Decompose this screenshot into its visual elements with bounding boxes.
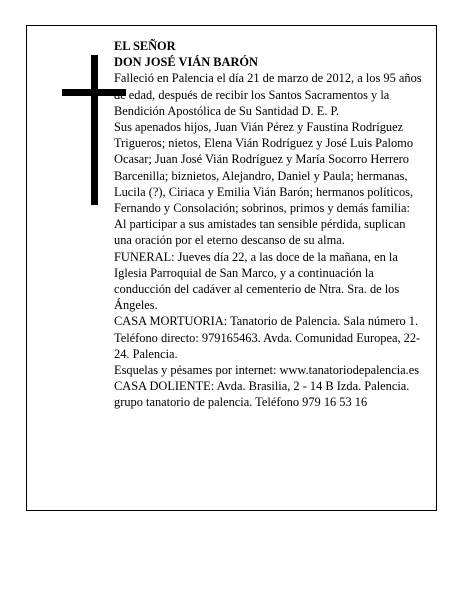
family-list: Sus apenados hijos, Juan Vián Pérez y Faustina Rodríguez Trigueros; nietos, Elena Vián Rodríguez y José Luis Palomo Ocasar; Juan José Vián Rodríguez y María Socorro Herrero Barcenilla; biznietos, Alejandro, Daniel y Paula; hermanas, Lucila (?), Ciriaca y Emilia Vián Barón; hermanos políticos, Fernando y Consolación; sobrinos, primos y demás familia: bbox=[114, 120, 414, 216]
title-line-1: EL SEÑOR bbox=[114, 39, 176, 53]
funeral-home-contact: grupo tanatorio de palencia. Teléfono 979 16 53 16 bbox=[114, 395, 368, 410]
prayer-request: Al participar a sus amistades tan sensible pérdida, suplican una oración por el eterno descanso de su alma. bbox=[114, 217, 406, 248]
online-condolences: Esquelas y pésames por internet: www.tanatoriodepalencia.es bbox=[114, 363, 420, 378]
mortuary-details: CASA MORTUORIA: Tanatorio de Palencia. Sala número 1. Teléfono directo: 979165463. Avda. Comunidad Europea, 22-24. Palencia. bbox=[114, 314, 421, 361]
grieving-home: CASA DOLIENTE: Avda. Brasilia, 2 - 14 B Izda. Palencia. bbox=[114, 379, 410, 394]
obituary-notice bbox=[26, 25, 437, 511]
funeral-details: FUNERAL: Jueves día 22, a las doce de la mañana, en la Iglesia Parroquial de San Marco, y a continuación la conducción del cadáver al cementerio de Ntra. Sra. de los Ángeles. bbox=[114, 249, 400, 313]
notice-text bbox=[114, 38, 424, 411]
title-line-2: DON JOSÉ VIÁN BARÓN bbox=[114, 55, 259, 70]
death-announcement: Falleció en Palencia el día 21 de marzo de 2012, a los 95 años de edad, después de recibir los Santos Sacramentos y la Bendición Apostólica de Su Santidad D. E. P. bbox=[114, 71, 422, 118]
cross-vertical-bar bbox=[91, 55, 98, 205]
